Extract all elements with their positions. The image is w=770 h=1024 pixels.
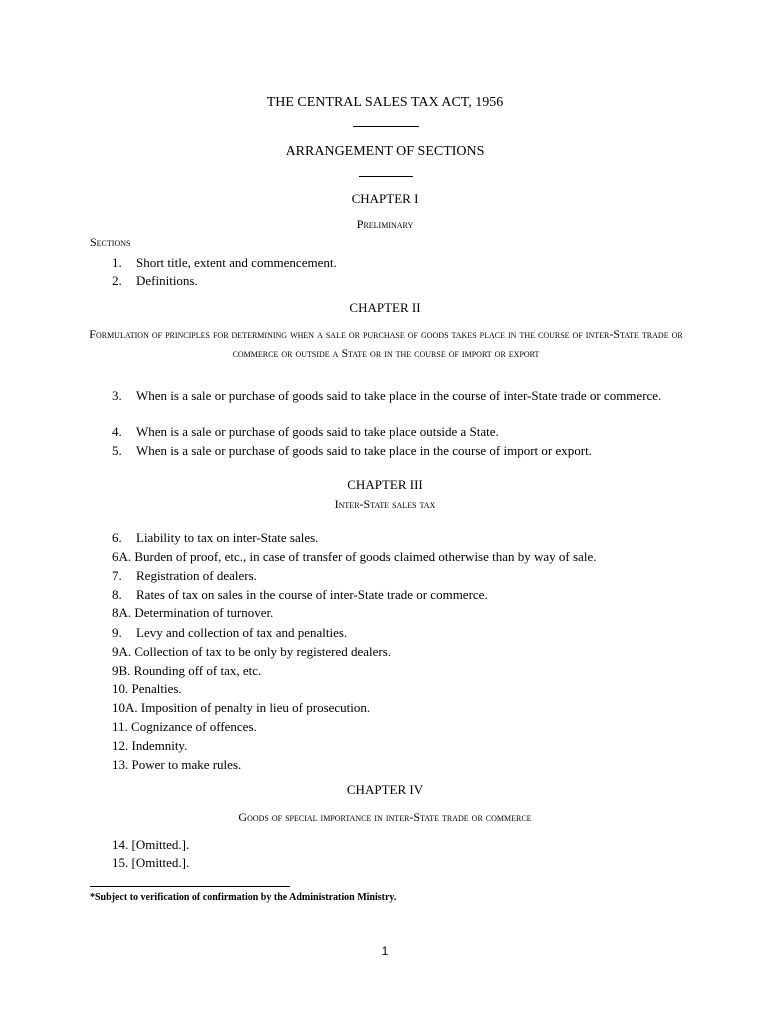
- section-title: When is a sale or purchase of goods said to take place in the course of inter-State trade or commerce.: [136, 388, 662, 403]
- section-number: 8.: [112, 587, 122, 602]
- document-title: THE CENTRAL SALES TAX ACT, 1956: [266, 95, 504, 110]
- section-title: Levy and collection of tax and penalties.: [136, 625, 348, 640]
- section-item: [112, 855, 189, 871]
- subtitle-divider: [359, 176, 413, 177]
- section-number: 3.: [112, 388, 122, 403]
- chapter-2-heading: CHAPTER II: [349, 300, 421, 315]
- chapter-4-heading: CHAPTER IV: [346, 782, 424, 797]
- section-number: 9.: [112, 625, 122, 640]
- section-item: [112, 273, 198, 289]
- section-number: 5.: [112, 443, 122, 458]
- section-title: When is a sale or purchase of goods said to take place in the course of import or export.: [136, 443, 592, 458]
- footnote-divider: [90, 886, 290, 887]
- section-title: When is a sale or purchase of goods said to take place outside a State.: [136, 424, 499, 439]
- section-item: [112, 549, 596, 565]
- section-title: Short title, extent and commencement.: [136, 255, 337, 270]
- section-title: Burden of proof, etc., in case of transfer of goods claimed otherwise than by way of sale.: [134, 549, 597, 564]
- section-item: [112, 424, 499, 440]
- chapter-4-name: Goods of special importance in inter-State trade or commerce: [238, 810, 532, 824]
- section-number: 14.: [112, 837, 129, 852]
- chapter-1-name: Preliminary: [356, 217, 414, 231]
- section-item: [112, 625, 347, 641]
- section-title: Registration of dealers.: [136, 568, 257, 583]
- section-number: 1.: [112, 255, 122, 270]
- section-title: Imposition of penalty in lieu of prosecution.: [140, 700, 371, 715]
- section-item: [112, 837, 189, 853]
- section-number: 10.: [112, 681, 129, 696]
- section-number: 7.: [112, 568, 122, 583]
- chapter-1-heading: CHAPTER I: [351, 191, 419, 206]
- section-item: [112, 255, 337, 271]
- section-number: 6A.: [112, 549, 132, 564]
- chapter-3-heading: CHAPTER III: [347, 477, 423, 492]
- section-number: 11.: [112, 719, 128, 734]
- section-item: [112, 443, 592, 459]
- document-subtitle: ARRANGEMENT OF SECTIONS: [285, 144, 485, 159]
- section-number: 9A.: [112, 644, 132, 659]
- section-number: 10A.: [112, 700, 138, 715]
- section-item: [112, 738, 187, 754]
- section-title: Indemnity.: [131, 738, 188, 753]
- section-number: 4.: [112, 424, 122, 439]
- sections-label: Sections: [90, 235, 131, 249]
- section-item: [112, 681, 182, 697]
- title-divider: [353, 126, 419, 127]
- section-title: Definitions.: [136, 273, 198, 288]
- chapter-3-name: Inter-State sales tax: [334, 497, 436, 511]
- section-title: [Omitted.].: [131, 837, 190, 852]
- chapter-2-name: Formulation of principles for determining when a sale or purchase of goods takes place in the course of inter-State trade or commerce or outside a State or in the course of import or export: [89, 327, 683, 360]
- section-number: 8A.: [112, 605, 132, 620]
- section-title: [Omitted.].: [131, 855, 190, 870]
- section-number: 9B.: [112, 663, 131, 678]
- section-title: Determination of turnover.: [134, 605, 274, 620]
- section-item: [112, 700, 370, 716]
- section-title: Penalties.: [131, 681, 182, 696]
- section-item: [112, 719, 257, 735]
- section-number: 15.: [112, 855, 129, 870]
- section-item: [112, 568, 257, 584]
- section-title: Collection of tax to be only by registered dealers.: [134, 644, 392, 659]
- section-title: Rates of tax on sales in the course of inter-State trade or commerce.: [136, 587, 488, 602]
- section-number: 2.: [112, 273, 122, 288]
- section-title: Power to make rules.: [131, 757, 242, 772]
- section-number: 6.: [112, 530, 122, 545]
- section-item: [112, 587, 488, 603]
- section-number: 13.: [112, 757, 129, 772]
- page-number: 1: [381, 944, 389, 958]
- footnote: *Subject to verification of confirmation by the Administration Ministry.: [90, 892, 397, 903]
- section-title: Liability to tax on inter-State sales.: [136, 530, 319, 545]
- section-number: 12.: [112, 738, 129, 753]
- section-item: [112, 644, 391, 660]
- section-item: [112, 757, 241, 773]
- section-title: Cognizance of offences.: [131, 719, 257, 734]
- section-item: [112, 605, 273, 621]
- section-item: [112, 530, 318, 546]
- section-item: [112, 663, 261, 679]
- section-title: Rounding off of tax, etc.: [133, 663, 262, 678]
- section-item: [112, 386, 682, 405]
